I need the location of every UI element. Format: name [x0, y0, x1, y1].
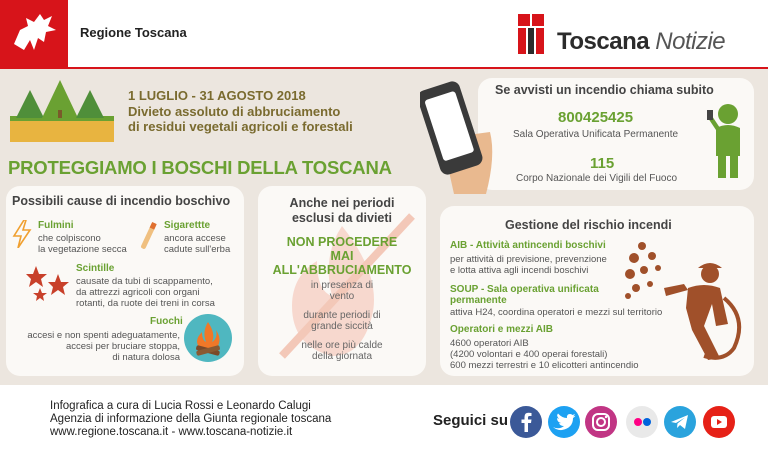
warning-title-2: esclusi da divieti: [291, 211, 393, 225]
person-calling-icon: [704, 100, 748, 180]
warning-strong-2: MAI: [330, 249, 354, 263]
warning-strong: [258, 235, 426, 277]
sparks-icon: [26, 266, 70, 307]
warning-item-heat-2: della giornata: [311, 351, 373, 362]
risk-operators-desc-2: (4200 volontari e 400 operai forestali): [450, 349, 608, 360]
risk-aib-desc-2: e lotta attiva agli incendi boschivi: [450, 265, 589, 276]
cause-fuochi-desc-3: di natura dolosa: [112, 352, 180, 363]
cause-scintille-desc-1: causate da tubi di scappamento,: [76, 276, 213, 287]
phone-number-vigili[interactable]: 115: [590, 155, 615, 172]
warning-item-heat: [258, 340, 426, 362]
cause-fuochi-desc-2: accesi per bruciare stoppa,: [65, 341, 180, 352]
risk-soup-desc: attiva H24, coordina operatori e mezzi sul territorio: [450, 307, 663, 318]
risk-soup-title-1: SOUP - Sala operativa unificata: [450, 284, 599, 295]
credit-agency: Agenzia di informazione della Giunta regionale toscana: [50, 413, 332, 425]
lightning-icon: [12, 220, 32, 253]
burn-ban-line-2: di residui vegetali agricoli e forestali: [128, 119, 353, 134]
cause-scintille-desc-2: da attrezzi agricoli con organi: [76, 287, 200, 298]
cause-fuochi-desc-1: accesi e non spenti adeguatamente,: [27, 330, 180, 341]
cause-fuochi-title: Fuochi: [150, 316, 183, 327]
instagram-icon[interactable]: [585, 406, 617, 438]
risk-soup-title-2: permanente: [450, 295, 507, 306]
facebook-icon[interactable]: [510, 406, 542, 438]
risk-aib-desc-1: per attività di previsione, prevenzione: [450, 254, 607, 265]
cause-fulmini-desc-1: che colpiscono: [38, 233, 101, 244]
credit-authors: Infografica a cura di Lucia Rossi e Leonardo Calugi: [50, 400, 311, 412]
youtube-icon[interactable]: [703, 406, 735, 438]
cause-scintille-desc-3: rotanti, da ruote dei treni in corsa: [76, 298, 215, 309]
risk-operators-desc-1: 4600 operatori AIB: [450, 338, 529, 349]
regione-toscana-logo[interactable]: [0, 0, 68, 68]
trees-icon: [10, 80, 114, 142]
burn-ban-text: [128, 104, 428, 134]
warning-item-wind-2: vento: [329, 291, 355, 302]
toscana-notizie-logo-icon[interactable]: [518, 14, 544, 54]
twitter-icon[interactable]: [548, 406, 580, 438]
phone-number-soup[interactable]: 800425425: [558, 109, 634, 126]
campfire-icon: [184, 314, 232, 367]
cigarette-icon: [138, 222, 160, 255]
warning-title: [258, 196, 426, 226]
credit-websites[interactable]: www.regione.toscana.it - www.toscana-notizie.it: [50, 426, 293, 438]
follow-label: Seguici su: [433, 412, 509, 429]
risk-operators-title: Operatori e mezzi AIB: [450, 324, 553, 335]
phone-number-soup-desc: Sala Operativa Unificata Permanente: [513, 129, 679, 140]
phone-number-vigili-desc: Corpo Nazionale dei Vigili del Fuoco: [516, 173, 678, 184]
phone-hand-icon: [420, 76, 500, 196]
firefighter-icon: [624, 238, 752, 364]
warning-item-wind-1: in presenza di: [310, 280, 374, 291]
toscana-notizie-wordmark[interactable]: Toscana Notizie: [557, 28, 726, 55]
warning-item-drought-1: durante periodi di: [303, 310, 381, 321]
cause-sigarette-desc-1: ancora accese: [164, 233, 226, 244]
burn-ban-line-1: Divieto assoluto di abbruciamento: [128, 104, 341, 119]
cause-sigarette-desc-2: cadute sull'erba: [164, 244, 231, 255]
warning-strong-1: NON PROCEDERE: [286, 235, 398, 249]
risk-operators-desc-3: 600 mezzi terrestri e 10 elicotteri antincendio: [450, 360, 639, 371]
cause-fulmini-desc-2: la vegetazione secca: [38, 244, 127, 255]
causes-title: Possibili cause di incendio boschivo: [12, 194, 231, 208]
warning-item-heat-1: nelle ore più calde: [301, 340, 383, 351]
period-dates: 1 LUGLIO - 31 AGOSTO 2018: [128, 88, 306, 103]
regione-label: Regione Toscana: [80, 25, 187, 40]
cause-sigarette-title: Sigarettte: [164, 220, 211, 231]
cause-scintille-title: Scintille: [76, 263, 115, 274]
emergency-title: Se avvisti un incendio chiama subito: [495, 83, 714, 97]
risk-title: Gestione del rischio incendi: [505, 218, 672, 232]
risk-aib-title: AIB - Attività antincendi boschivi: [450, 240, 606, 251]
cause-fulmini-title: Fulmini: [38, 220, 74, 231]
warning-strong-3: ALL'ABBRUCIAMENTO: [272, 263, 412, 277]
warning-title-1: Anche nei periodi: [289, 196, 395, 210]
flickr-icon[interactable]: [626, 406, 658, 438]
warning-item-drought: [258, 310, 426, 332]
pegasus-icon: [0, 0, 68, 68]
warning-item-wind: [258, 280, 426, 302]
warning-item-drought-2: grande siccità: [311, 321, 373, 332]
main-title: PROTEGGIAMO I BOSCHI DELLA TOSCANA: [8, 157, 392, 178]
telegram-icon[interactable]: [664, 406, 696, 438]
